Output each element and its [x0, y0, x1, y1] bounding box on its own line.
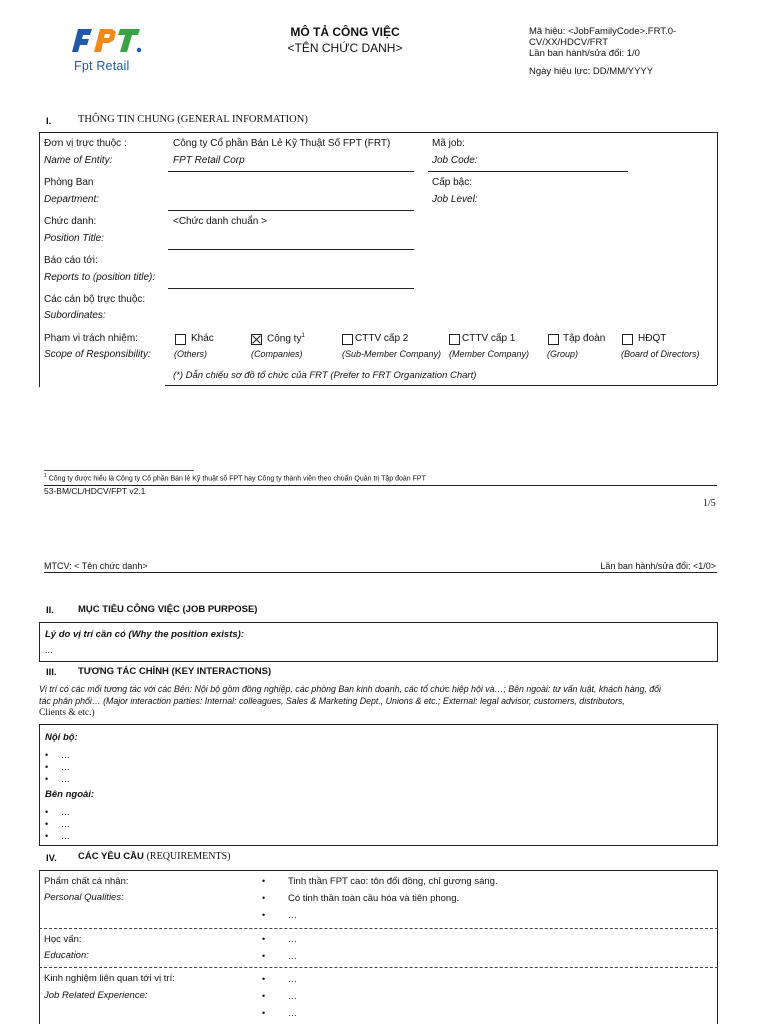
document-subtitle: <TÊN CHỨC DANH> [287, 41, 403, 55]
section1-number: I. [46, 116, 52, 127]
scope-option-others[interactable] [175, 333, 245, 363]
scope-sub-member-label: CTTV cấp 2 [355, 333, 409, 344]
page-number: 1/5 [703, 498, 716, 509]
experience-item-2: … [288, 991, 297, 1001]
scope-option-board[interactable] [622, 333, 714, 363]
table-right-border [717, 132, 718, 385]
form-code: 53-BM/CL/HDCV/FPT v2.1 [44, 486, 146, 496]
req-table-top [39, 870, 718, 871]
personal-quality-item-1: Tinh thần FPT cao: tôn đổi đồng, chỉ gương sáng. [288, 876, 498, 887]
scope-option-companies[interactable] [251, 333, 336, 363]
scope-member-label-en: (Member Company) [449, 349, 530, 359]
external-item-1: … [61, 807, 70, 817]
scope-label: Phạm vi trách nhiệm: [44, 333, 138, 344]
external-label: Bên ngoài: [45, 789, 95, 800]
table-top-border [39, 132, 717, 133]
scope-others-label-en: (Others) [174, 349, 208, 359]
section4-title-en: (REQUIREMENTS) [146, 851, 231, 862]
level-label: Cấp bậc: [432, 177, 473, 188]
bullet-dot: • [45, 774, 49, 784]
table-left-border [39, 132, 40, 387]
reports-underline [168, 288, 414, 289]
education-item-1: … [288, 934, 297, 944]
reports-label-en: Reports to (position title): [44, 272, 156, 283]
position-value: <Chức danh chuẩn > [173, 216, 267, 227]
fpt-logo [66, 26, 146, 78]
jobcode-underline [428, 171, 628, 172]
entity-label: Đơn vị trực thuộc : [44, 138, 127, 149]
section4-heading [78, 851, 230, 862]
scope-board-label: HĐQT [638, 333, 667, 344]
personal-qualities-label-en: Personal Qualities: [44, 892, 124, 903]
section3-number: III. [46, 667, 57, 678]
experience-item-3: … [288, 1008, 297, 1018]
bullet-dot: • [45, 762, 49, 772]
checkbox-others[interactable] [175, 334, 186, 345]
scope-companies-text: Công ty [267, 333, 302, 345]
section4-number: IV. [46, 853, 57, 864]
subordinates-label-en: Subordinates: [44, 310, 106, 321]
req-table-left [39, 870, 40, 1024]
logo-subtitle: Fpt Retail [74, 59, 130, 73]
reports-label: Báo cáo tới: [44, 255, 98, 266]
bullet-dot: • [45, 831, 49, 841]
section1-title: THÔNG TIN CHUNG [78, 114, 175, 125]
bullet-dot: • [262, 951, 266, 961]
position-label-en: Position Title: [44, 233, 104, 244]
personal-quality-item-2: Có tinh thần toàn cầu hóa và tiên phong. [288, 893, 460, 904]
level-label-en: Job Level: [432, 194, 478, 205]
bullet-dot: • [45, 807, 49, 817]
footnote-separator [44, 470, 194, 471]
document-title: MÔ TẢ CÔNG VIỆC [290, 25, 400, 39]
footnote-ref-1: 1 [301, 333, 305, 339]
entity-value-en: FPT Retail Corp [173, 155, 245, 166]
checkbox-group[interactable] [548, 334, 559, 345]
entity-label-en: Name of Entity: [44, 155, 113, 166]
section2-number: II. [46, 605, 54, 616]
interactions-box [39, 724, 718, 846]
section1-heading [78, 114, 308, 125]
bullet-dot: • [45, 819, 49, 829]
position-underline [168, 249, 414, 250]
req-table-right [717, 870, 718, 1024]
job-purpose-value: ... [45, 645, 53, 655]
scope-board-label-en: (Board of Directors) [621, 349, 700, 359]
section2-title: MỤC TIÊU CÔNG VIỆC (JOB PURPOSE) [78, 604, 258, 615]
checkbox-companies-checked[interactable] [251, 334, 262, 345]
scope-group-label-en: (Group) [547, 349, 579, 359]
internal-item-3: … [61, 774, 70, 784]
job-purpose-box [39, 622, 718, 662]
bullet-dot: • [262, 1008, 266, 1018]
experience-label-en: Job Related Experience: [44, 990, 148, 1001]
scope-group-label: Tập đoàn [563, 333, 606, 344]
internal-item-1: … [61, 750, 70, 760]
footnote [44, 473, 426, 482]
department-label-en: Department: [44, 194, 100, 205]
department-underline [168, 210, 414, 211]
checkbox-board[interactable] [622, 334, 633, 345]
scope-sub-member-label-en: (Sub-Member Company) [342, 349, 442, 359]
fpt-logo-icon [68, 26, 144, 54]
entity-value: Công ty Cổ phần Bán Lẻ Kỹ Thuật Số FPT (FRT) [173, 138, 391, 149]
footnote-mark: 1 [44, 473, 47, 479]
section3-desc-line1: Vị trí có các mối tương tác với các Bên: Nội bộ gồm đồng nghiệp, các phòng Ban kinh doanh, các tổ chức hiệp hội và…; Bên ngoài: tư vấn luật, khách hàng, đối [39, 684, 662, 694]
scope-note: (*) Dẫn chiếu sơ đồ tổ chức của FRT (Prefer to FRT Organization Chart) [173, 370, 477, 381]
education-label-en: Education: [44, 950, 89, 961]
subordinates-label: Các cán bộ trực thuộc: [44, 294, 146, 305]
checkbox-sub-member[interactable] [342, 334, 353, 345]
entity-underline [168, 171, 414, 172]
doc-code-line1: Mã hiệu: <JobFamilyCode>.FRT.0- [529, 26, 677, 37]
external-item-3: … [61, 831, 70, 841]
education-item-2: … [288, 951, 297, 961]
scope-option-group[interactable] [548, 333, 618, 363]
doc-effective-date: Ngày hiệu lực: DD/MM/YYYY [529, 66, 654, 77]
jobcode-label-en: Job Code: [432, 155, 478, 166]
bullet-dot: • [262, 893, 266, 903]
bullet-dot: • [262, 910, 266, 920]
section4-title: CÁC YÊU CẦU [78, 851, 144, 862]
bullet-dot: • [262, 991, 266, 1001]
personal-qualities-label: Phẩm chất cá nhân: [44, 876, 129, 887]
jobcode-label: Mã job: [432, 138, 465, 149]
bullet-dot: • [262, 934, 266, 944]
bullet-dot: • [262, 974, 266, 984]
table-bottom-border [165, 385, 717, 386]
doc-code-line2: CV/XX/HDCV/FRT [529, 37, 609, 48]
scope-option-member[interactable] [449, 333, 539, 363]
external-item-2: … [61, 819, 70, 829]
scope-companies-label [267, 333, 305, 344]
section3-desc-line2: tác phân phối… (Major interaction parties: Internal: colleagues, Sales & Marketing Dept., Unions & etc.; External: legal advisor, customers, distributors, [39, 696, 625, 706]
position-label: Chức danh: [44, 216, 97, 227]
doc-revision: Lần ban hành/sửa đổi: 1/0 [529, 48, 640, 59]
req-row-divider [39, 967, 718, 968]
req-row-divider [39, 928, 718, 929]
experience-item-1: … [288, 974, 297, 984]
section3-desc-line3: Clients & etc.) [39, 708, 95, 718]
scope-member-label: CTTV cấp 1 [462, 333, 516, 344]
page2-header-left: MTCV: < Tên chức danh> [44, 561, 148, 571]
section3-title: TƯƠNG TÁC CHÍNH (KEY INTERACTIONS) [78, 666, 272, 677]
checkbox-member[interactable] [449, 334, 460, 345]
education-label: Học vấn: [44, 934, 82, 945]
scope-others-label: Khác [191, 333, 214, 344]
page2-header-line [44, 572, 717, 573]
footnote-text: Công ty được hiểu là Công ty Cổ phần Bán lẻ Kỹ thuật số FPT hay Công ty thành viên theo chuẩn Quản trị Tập đoàn FPT [48, 475, 426, 483]
section1-title-en: (GENERAL INFORMATION) [177, 114, 308, 125]
experience-label: Kinh nghiệm liên quan tới vị trí: [44, 973, 175, 984]
scope-companies-label-en: (Companies) [251, 349, 303, 359]
personal-quality-item-3: … [288, 910, 297, 920]
internal-item-2: … [61, 762, 70, 772]
internal-label: Nội bộ: [45, 732, 78, 743]
page2-header-right: Lần ban hành/sửa đổi: <1/0> [600, 561, 716, 571]
department-label: Phòng Ban [44, 177, 94, 188]
bullet-dot: • [45, 750, 49, 760]
scope-label-en: Scope of Responsibility: [44, 349, 151, 360]
bullet-dot: • [262, 876, 266, 886]
job-purpose-label: Lý do vị trí cần có (Why the position exists): [45, 629, 244, 640]
scope-option-sub-member[interactable] [342, 333, 442, 363]
